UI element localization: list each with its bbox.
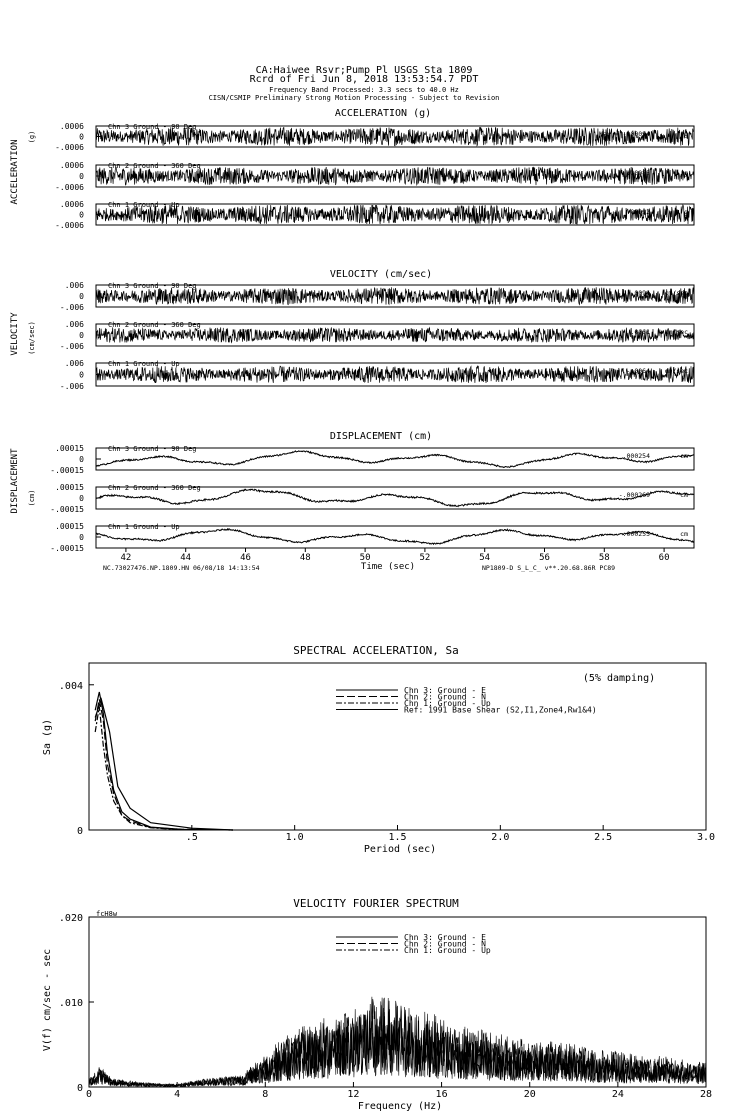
peak-unit-label: g — [684, 130, 688, 138]
acceleration-y-label: ACCELERATION — [10, 139, 20, 205]
frequency-band-note: Frequency Band Processed: 3.3 secs to 40.0 Hz — [269, 86, 459, 94]
time-tick-label: 50 — [359, 553, 371, 563]
y-tick-label: 0 — [79, 132, 84, 142]
frequency-tick-label: 4 — [174, 1089, 181, 1100]
displacement-unit-label: (cm) — [28, 489, 36, 507]
frequency-tick-label: 8 — [262, 1089, 269, 1100]
y-tick-label: 0 — [79, 455, 84, 464]
legend-entry: Chn 1: Ground - Up — [404, 699, 491, 708]
peak-value-label: -.000269 — [618, 491, 650, 499]
damping-annotation: (5% damping) — [582, 673, 656, 684]
peak-value-label: -.0064 — [626, 367, 650, 375]
peak-value-label: .0061 — [630, 328, 650, 336]
legend-entry: Chn 3: Ground - E — [404, 686, 486, 695]
time-history-trace — [96, 327, 694, 342]
channel-label: Chn 3 Ground - 90 Deg — [108, 123, 197, 131]
channel-label: Chn 1 Ground - Up — [108, 523, 180, 531]
peak-unit-label: g — [684, 208, 688, 216]
y-tick-label: -.006 — [59, 342, 84, 351]
sa-series-line — [95, 699, 233, 830]
period-tick-label: 3.0 — [696, 832, 716, 843]
spectral-acceleration-panel — [42, 644, 715, 855]
time-tick-label: 44 — [180, 553, 192, 563]
peak-unit-label: cm — [680, 452, 688, 460]
channel-label: Chn 1 Ground - Up — [108, 360, 180, 368]
time-tick-label: 42 — [120, 553, 132, 563]
time-axis-label: Time (sec) — [360, 562, 416, 572]
time-tick-label: 60 — [658, 553, 670, 563]
legend-entry: Chn 1: Ground - Up — [404, 946, 491, 955]
sa-y-axis-label: Sa (g) — [42, 718, 53, 756]
y-tick-label: .0006 — [59, 161, 84, 170]
y-tick-label: -.00015 — [50, 505, 84, 514]
channel-label: Chn 1 Ground - Up — [108, 201, 180, 209]
y-tick-label: 0 — [79, 210, 84, 220]
sa-series-line — [95, 707, 233, 830]
acceleration-unit-label: (g) — [28, 130, 36, 144]
peak-unit-label: cm — [680, 491, 688, 499]
vf-tick-label: 0 — [76, 1083, 83, 1094]
peak-value-label: .000255 — [622, 530, 650, 538]
y-tick-label: .006 — [64, 281, 84, 290]
legend-entry: Chn 2: Ground - N — [404, 692, 486, 702]
displacement-title: DISPLACEMENT (cm) — [329, 431, 433, 442]
time-history-trace — [96, 205, 694, 224]
processing-note: CISN/CSMIP Preliminary Strong Motion Processing - Subject to Revision — [208, 94, 500, 102]
y-tick-label: .0006 — [59, 200, 84, 209]
time-tick-label: 54 — [479, 553, 491, 563]
time-tick-label: 52 — [419, 553, 431, 563]
period-tick-label: 1.0 — [285, 832, 304, 843]
time-tick-label: 46 — [240, 553, 251, 563]
y-tick-label: -.00015 — [50, 544, 84, 553]
legend-entry: Ref: 1991 Base Shear (S2,I1,Zone4,Rw1&4) — [404, 705, 597, 715]
sa-series-line — [95, 699, 233, 830]
velocity-panel — [10, 269, 694, 391]
time-tick-label: 48 — [299, 553, 311, 563]
spectral-acceleration-title: SPECTRAL ACCELERATION, Sa — [293, 644, 459, 657]
y-tick-label: -.0006 — [55, 183, 84, 192]
record-id-footer: NC.73027476.NP.1809.HN 06/08/18 14:13:54 — [103, 564, 260, 572]
record-station-title: CA:Haiwee Rsvr;Pump Pl USGS Sta 1809 — [255, 65, 473, 76]
velocity-unit-label: (cm/sec) — [28, 321, 36, 355]
displacement-y-label: DISPLACEMENT — [10, 448, 20, 514]
processing-id-footer: NP1809-D S_L_C_ v**.20.68.86R PC89 — [482, 564, 616, 572]
y-tick-label: .00015 — [55, 483, 84, 492]
legend-entry: Chn 2: Ground - N — [404, 939, 486, 949]
peak-value-label: -.0094 — [626, 289, 650, 297]
y-tick-label: 0 — [79, 172, 84, 181]
y-tick-label: 0 — [79, 370, 84, 380]
displacement-panel — [10, 431, 694, 563]
acceleration-title: ACCELERATION (g) — [334, 108, 432, 119]
fourier-corner-label: fcH8w — [96, 910, 118, 918]
channel-label: Chn 2 Ground - 360 Deg — [108, 321, 201, 329]
period-axis-label: Period (sec) — [363, 844, 437, 855]
peak-unit-label: g — [684, 169, 688, 177]
y-tick-label: .00015 — [55, 522, 84, 531]
acceleration-panel — [10, 108, 694, 230]
y-tick-label: 0 — [79, 533, 84, 542]
velocity-title: VELOCITY (cm/sec) — [329, 269, 433, 280]
y-tick-label: .006 — [64, 359, 84, 368]
vf-tick-label: .020 — [58, 913, 83, 924]
peak-value-label: .00085 — [626, 169, 650, 177]
record-date-title: Rcrd of Fri Jun 8, 2018 13:53:54.7 PDT — [249, 74, 479, 85]
peak-unit-label: cm — [680, 530, 688, 538]
sa-tick-label: 0 — [76, 826, 83, 837]
channel-label: Chn 3 Ground - 90 Deg — [108, 282, 197, 290]
y-tick-label: -.00015 — [50, 466, 84, 475]
y-tick-label: -.006 — [59, 382, 84, 391]
peak-value-label: Max = -.00094 — [599, 130, 650, 138]
y-tick-label: 0 — [79, 292, 84, 301]
peak-unit-label: cm/sec — [664, 328, 688, 336]
time-tick-label: 58 — [598, 553, 610, 563]
frequency-tick-label: 12 — [347, 1089, 360, 1100]
y-tick-label: -.006 — [59, 303, 84, 312]
frequency-tick-label: 20 — [523, 1089, 536, 1100]
fourier-y-axis-label: V(f) cm/sec - sec — [42, 948, 53, 1052]
period-tick-label: .5 — [185, 832, 198, 843]
y-tick-label: 0 — [79, 331, 84, 340]
y-tick-label: -.0006 — [55, 221, 84, 230]
velocity-y-label: VELOCITY — [10, 312, 20, 356]
fourier-spectrum-title: VELOCITY FOURIER SPECTRUM — [293, 897, 459, 910]
frequency-axis-label: Frequency (Hz) — [357, 1101, 443, 1112]
period-tick-label: 2.5 — [594, 832, 613, 843]
sa-tick-label: .004 — [58, 680, 83, 692]
peak-unit-label: cm/sec — [664, 289, 688, 297]
period-tick-label: 2.0 — [491, 832, 510, 843]
vf-tick-label: .010 — [58, 998, 83, 1009]
channel-label: Chn 2 Ground - 360 Deg — [108, 162, 201, 170]
time-history-trace — [96, 366, 694, 383]
period-tick-label: 1.5 — [388, 832, 407, 843]
channel-label: Chn 3 Ground - 90 Deg — [108, 445, 197, 453]
plot-frame — [89, 663, 706, 830]
legend-entry: Chn 3: Ground - E — [404, 933, 486, 942]
trace-frame — [96, 526, 694, 548]
peak-unit-label: cm/sec — [664, 367, 688, 375]
y-tick-label: .0006 — [59, 122, 84, 131]
time-tick-label: 56 — [539, 553, 550, 563]
frequency-tick-label: 24 — [611, 1089, 624, 1100]
y-tick-label: 0 — [79, 494, 84, 503]
y-tick-label: .006 — [64, 320, 84, 329]
sa-series-line — [95, 692, 233, 830]
peak-value-label: .00092 — [626, 208, 650, 216]
y-tick-label: -.0006 — [55, 143, 84, 152]
frequency-tick-label: 28 — [699, 1089, 713, 1100]
frequency-tick-label: 0 — [85, 1089, 93, 1100]
time-history-trace — [96, 451, 694, 468]
frequency-tick-label: 16 — [435, 1089, 448, 1100]
channel-label: Chn 2 Ground - 360 Deg — [108, 484, 201, 492]
time-history-trace — [96, 529, 694, 544]
fourier-spectrum-panel — [42, 897, 712, 1112]
peak-value-label: .000254 — [622, 452, 650, 460]
y-tick-label: .00015 — [55, 444, 84, 453]
